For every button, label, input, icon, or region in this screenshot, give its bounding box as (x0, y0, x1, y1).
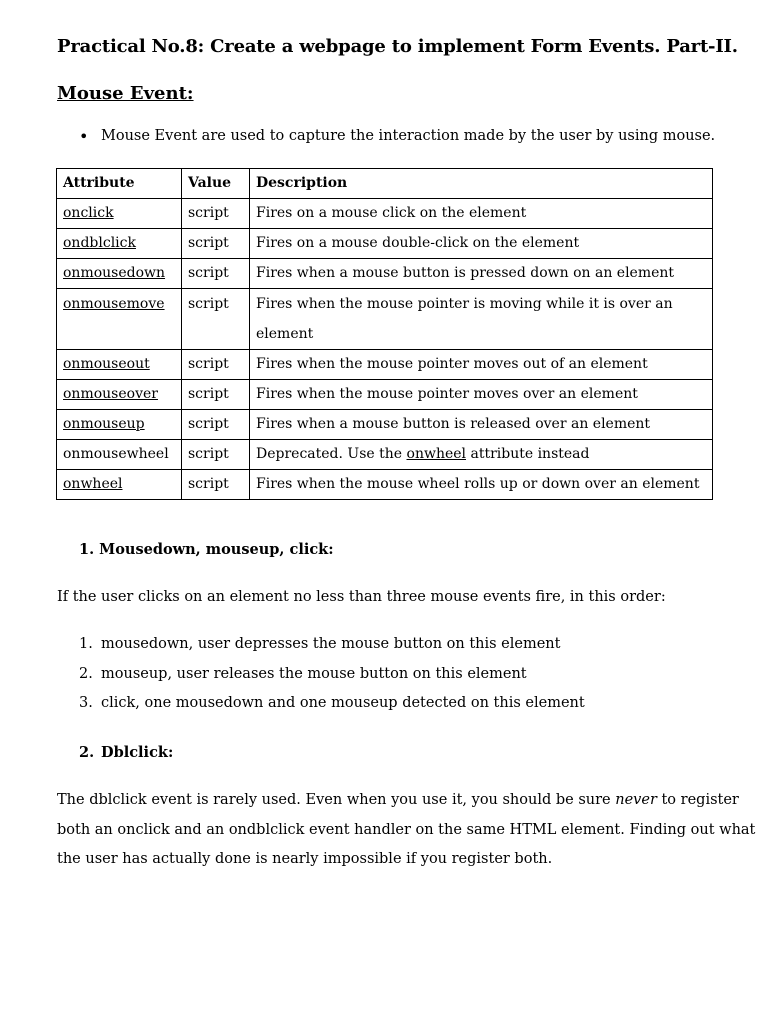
list-text: mouseup, user releases the mouse button on this element (101, 666, 527, 682)
attribute-text: onmousewheel (63, 446, 169, 462)
paragraph-event-order: If the user clicks on an element no less than three mouse events fire, in this order: (57, 589, 666, 605)
subsection-heading-mousedown: 1. Mousedown, mouseup, click: (79, 541, 334, 558)
attribute-cell (57, 350, 182, 380)
value-cell: script (182, 229, 250, 259)
column-header-attribute: Attribute (57, 169, 182, 199)
attribute-link[interactable]: onwheel (63, 476, 123, 492)
table-row (57, 199, 713, 229)
paragraph-line: the user has actually done is nearly impossible if you register both. (57, 851, 553, 867)
subsection-number: 2. (79, 744, 95, 761)
text-run: The dblclick event is rarely used. Even when you use it, you should be sure (57, 792, 616, 808)
description-cell: Fires on a mouse click on the element (250, 199, 713, 229)
description-cell (250, 440, 713, 470)
intro-bullet-text: Mouse Event are used to capture the interaction made by the user by using mouse. (101, 128, 716, 144)
paragraph-dblclick (57, 786, 756, 875)
description-cell: Fires when the mouse wheel rolls up or down over an element (250, 470, 713, 500)
table-header-row (57, 169, 713, 199)
description-post: attribute instead (466, 446, 590, 462)
attribute-cell (57, 440, 182, 470)
onwheel-link[interactable]: onwheel (406, 446, 467, 462)
description-cell: Fires when the mouse pointer moves over an element (250, 380, 713, 410)
attribute-link[interactable]: onmouseout (63, 356, 150, 372)
attribute-cell (57, 380, 182, 410)
value-cell: script (182, 289, 250, 350)
table-row (57, 410, 713, 440)
attribute-link[interactable]: onmouseover (63, 386, 158, 402)
paragraph-line: both an onclick and an ondblclick event handler on the same HTML element. Finding out what (57, 821, 756, 838)
description-cell: Fires when a mouse button is released over an element (250, 410, 713, 440)
list-text: click, one mousedown and one mouseup detected on this element (101, 695, 585, 711)
column-header-value: Value (182, 169, 250, 199)
attribute-link[interactable]: onmousemove (63, 296, 165, 312)
attribute-cell (57, 199, 182, 229)
value-cell: script (182, 199, 250, 229)
description-pre: Deprecated. Use the (256, 446, 407, 462)
value-cell: script (182, 259, 250, 289)
table-row (57, 229, 713, 259)
table-row (57, 440, 713, 470)
value-cell: script (182, 350, 250, 380)
text-run: to register (656, 792, 739, 808)
description-line: Fires when the mouse pointer is moving while it is over an (256, 296, 673, 312)
list-number: 2. (79, 666, 93, 682)
value-cell: script (182, 410, 250, 440)
table-row (57, 289, 713, 350)
table-row (57, 259, 713, 289)
description-cell: Fires when a mouse button is pressed down on an element (250, 259, 713, 289)
paragraph-line (57, 786, 739, 816)
description-line: element (256, 326, 314, 342)
page-title: Practical No.8: Create a webpage to implement Form Events. Part-II. (57, 36, 738, 57)
table-row (57, 470, 713, 500)
attribute-cell (57, 229, 182, 259)
table-row (57, 380, 713, 410)
column-header-description: Description (250, 169, 713, 199)
value-cell: script (182, 470, 250, 500)
attribute-cell (57, 470, 182, 500)
bullet-icon: • (79, 127, 89, 146)
emphasis-never: never (615, 792, 657, 808)
list-number: 1. (79, 636, 93, 652)
list-text: mousedown, user depresses the mouse button on this element (101, 636, 561, 652)
attribute-cell (57, 410, 182, 440)
value-cell: script (182, 440, 250, 470)
value-cell: script (182, 380, 250, 410)
description-cell: Fires when the mouse pointer moves out of an element (250, 350, 713, 380)
attribute-link[interactable]: onmousedown (63, 265, 166, 281)
description-cell: Fires on a mouse double-click on the element (250, 229, 713, 259)
attribute-link[interactable]: ondblclick (63, 235, 136, 251)
description-cell (250, 289, 713, 350)
attributes-table (56, 168, 713, 500)
attribute-cell (57, 289, 182, 350)
list-number: 3. (79, 695, 93, 711)
attribute-link[interactable]: onclick (63, 205, 114, 221)
attribute-link[interactable]: onmouseup (63, 416, 145, 432)
attribute-cell (57, 259, 182, 289)
subsection-label: Dblclick: (101, 744, 174, 761)
table-row (57, 350, 713, 380)
section-heading: Mouse Event: (57, 83, 194, 104)
